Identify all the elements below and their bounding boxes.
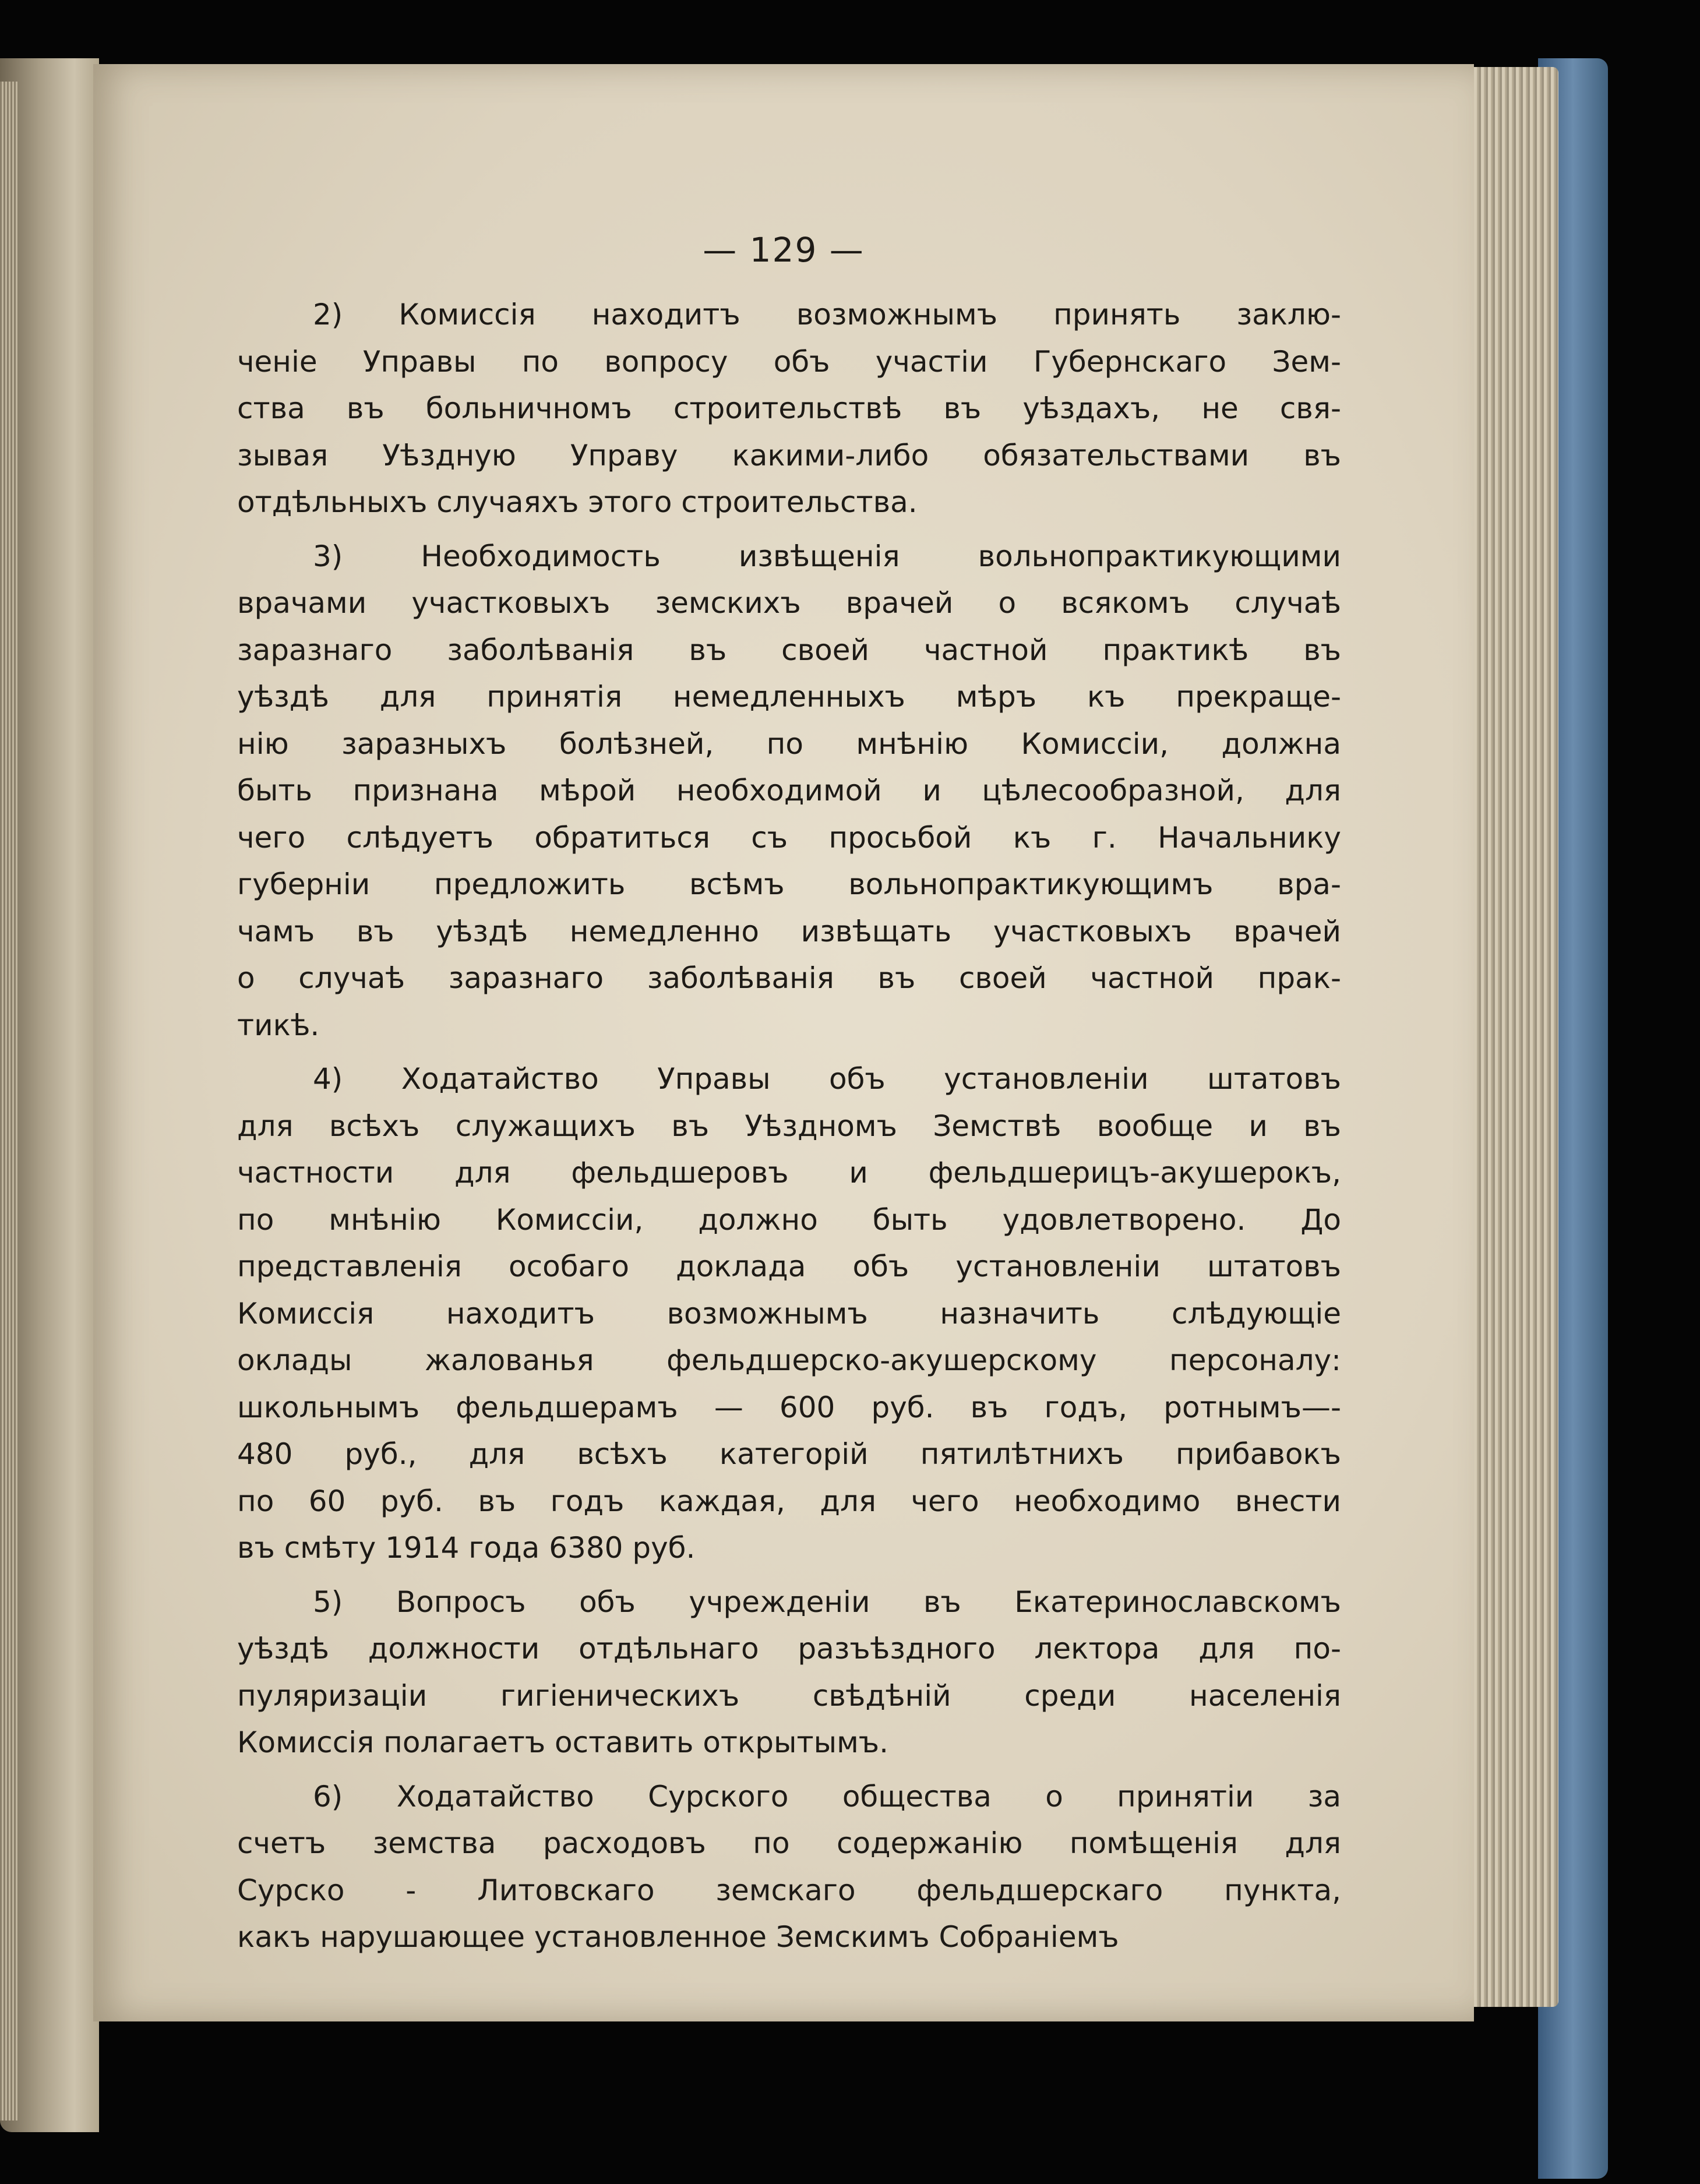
text-line: уѣздѣ для принятія немедленныхъ мѣръ къ прекраще- (237, 680, 1341, 714)
text-line: чамъ въ уѣздѣ немедленно извѣщать участковыхъ врачей (237, 914, 1341, 948)
text-line: нію заразныхъ болѣзней, по мнѣнію Комиссіи, должна (237, 726, 1341, 761)
left-page-stack (0, 82, 17, 2121)
text-line: отдѣльныхъ случаяхъ этого строительства. (237, 485, 918, 519)
text-line: врачами участковыхъ земскихъ врачей о всякомъ случаѣ (237, 586, 1341, 620)
text-line: ченіе Управы по вопросу объ участіи Губернскаго Зем- (237, 344, 1341, 379)
text-line: школьнымъ фельдшерамъ — 600 руб. въ годъ, ротнымъ—- (237, 1390, 1341, 1424)
paragraph (237, 1056, 1341, 1572)
text-line: въ смѣту 1914 года 6380 руб. (237, 1531, 696, 1565)
paragraph (237, 1579, 1341, 1766)
text-line: по мнѣнію Комиссіи, должно быть удовлетворено. До (237, 1202, 1341, 1237)
text-line: зывая Уѣздную Управу какими-либо обязательствами въ (237, 438, 1341, 472)
paragraph (237, 533, 1341, 1049)
text-line: по 60 руб. въ годъ каждая, для чего необходимо внести (237, 1484, 1341, 1518)
text-line: Сурско - Литовскаго земскаго фельдшерскаго пункта, (237, 1873, 1341, 1907)
text-line: ства въ больничномъ строительствѣ въ уѣздахъ, не свя- (237, 391, 1341, 425)
text-line: 6) Ходатайство Сурского общества о принятіи за (313, 1779, 1341, 1813)
text-line: заразнаго заболѣванія въ своей частной практикѣ въ (237, 633, 1341, 667)
text-line: о случаѣ заразнаго заболѣванія въ своей частной прак- (237, 961, 1341, 995)
text-line: Комиссія полагаетъ оставить открытымъ. (237, 1726, 889, 1759)
paragraph (237, 291, 1341, 526)
text-line: представленія особаго доклада объ установленіи штатовъ (237, 1250, 1341, 1283)
text-line: счетъ земства расходовъ по содержанію помѣщенія для (237, 1826, 1341, 1860)
text-line: 5) Вопросъ объ учрежденіи въ Екатеринославскомъ (313, 1585, 1341, 1619)
text-line: какъ нарушающее установленное Земскимъ Собраніемъ (237, 1920, 1119, 1954)
text-line: 3) Необходимость извѣщенія вольнопрактикующими (313, 539, 1341, 573)
text-line: губерніи предложить всѣмъ вольнопрактикующимъ вра- (237, 867, 1341, 901)
book-page (93, 64, 1474, 2021)
text-line: для всѣхъ служащихъ въ Уѣздномъ Земствѣ вообще и въ (237, 1109, 1341, 1143)
page-number: — 129 — (703, 230, 865, 270)
text-line: быть признана мѣрой необходимой и цѣлесообразной, для (237, 774, 1341, 807)
text-line: частности для фельдшеровъ и фельдшерицъ-акушерокъ, (237, 1156, 1341, 1190)
text-line: уѣздѣ должности отдѣльнаго разъѣздного лектора для по- (237, 1632, 1341, 1666)
text-line: тикѣ. (237, 1008, 320, 1042)
text-line: пуляризаціи гигіеническихъ свѣдѣній среди населенія (237, 1678, 1341, 1713)
text-line: 4) Ходатайство Управы объ установленіи штатовъ (313, 1062, 1341, 1096)
text-line: оклады жалованья фельдшерско-акушерскому персоналу: (237, 1343, 1341, 1377)
text-line: 480 руб., для всѣхъ категорій пятилѣтнихъ прибавокъ (237, 1437, 1341, 1471)
text-line: Комиссія находитъ возможнымъ назначить слѣдующіе (237, 1296, 1341, 1331)
text-line: чего слѣдуетъ обратиться съ просьбой къ г. Начальнику (237, 820, 1341, 855)
paragraph (237, 1773, 1341, 1961)
text-line: 2) Комиссія находитъ возможнымъ принять заклю- (313, 298, 1341, 331)
page-body (237, 291, 1341, 1961)
